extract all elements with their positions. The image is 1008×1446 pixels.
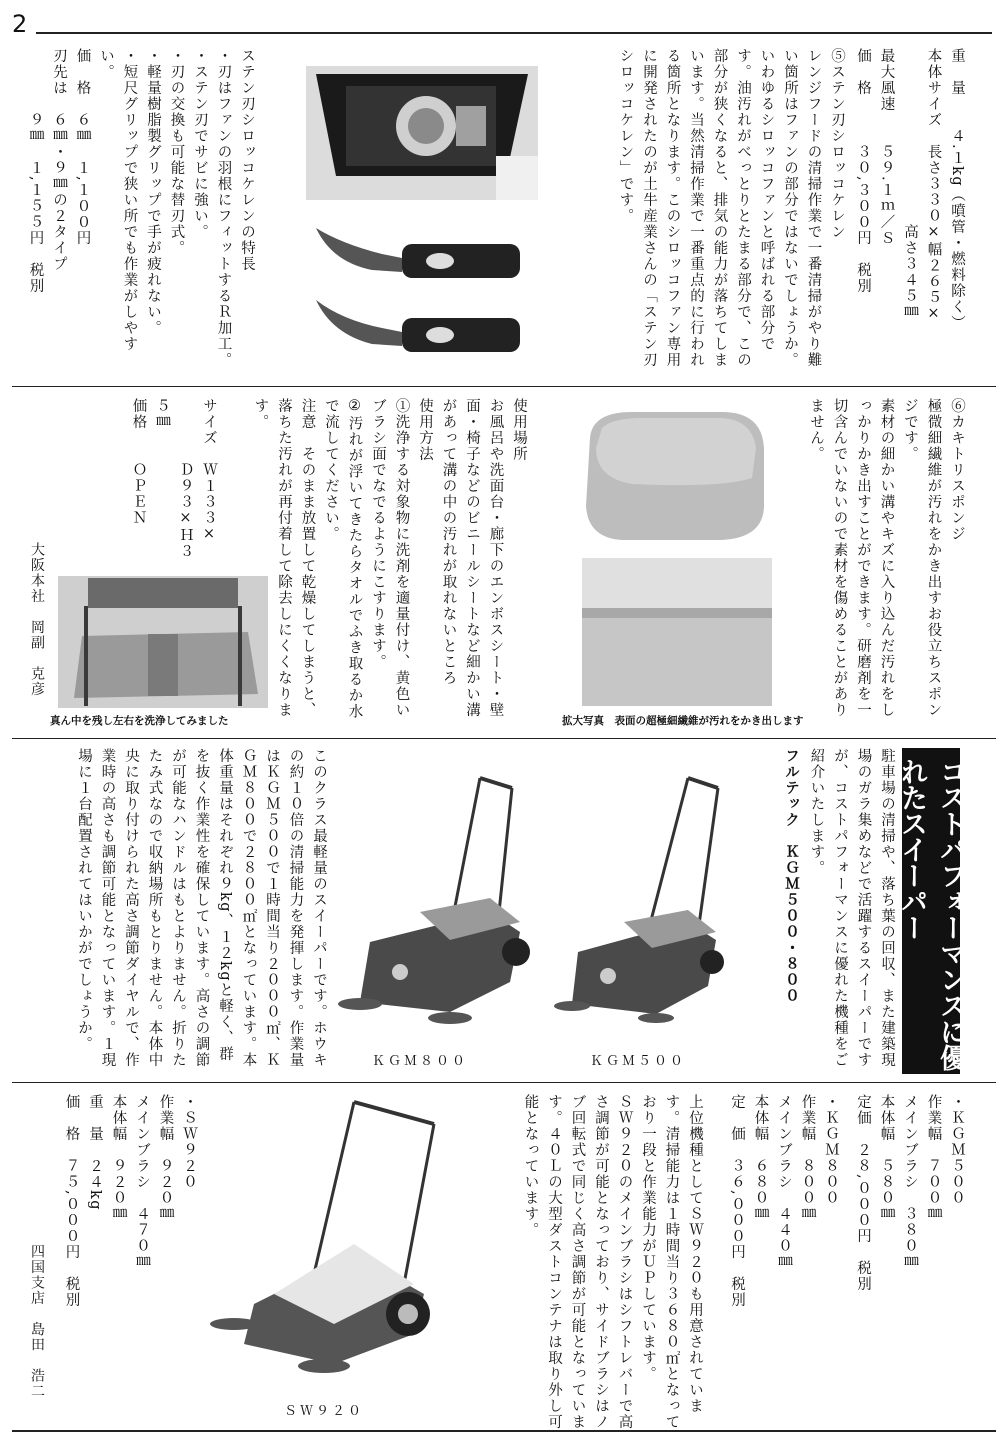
chair-photo	[58, 576, 268, 708]
kgm500-sweeper-image	[548, 772, 728, 1034]
sponge-photo-caption: 拡大写真 表面の超極細繊維が汚れをかき出します	[562, 715, 804, 727]
hood-fan-specs: 重 量 ４.１kg（噴管・燃料除く） 本体サイズ 長さ３３０×幅２６５× 高さ３４５㎜ 最大風速 ５９.１ｍ／Ｓ 価 格 ３０,３００円 税別	[855, 48, 965, 332]
kgm800-label: ＫＧＭ８００	[372, 1054, 469, 1069]
sweeper-product-name: フルテック ＫＧＭ５００・８００	[783, 748, 799, 1004]
top-rule	[36, 32, 992, 34]
kgm500-label: ＫＧＭ５００	[590, 1054, 687, 1069]
sweeper-headline: コストパフォーマンスに優れたスイーパー	[902, 748, 960, 1074]
range-hood-photo	[306, 66, 538, 200]
sw920-label: ＳＷ９２０	[284, 1404, 365, 1419]
kgm500-specs: ・ＫＧＭ５００ 作業幅 ７００㎜ メインブラシ ３８０㎜ 本体幅 ５８０㎜ 定価 ２８,０００円 税別	[855, 1094, 965, 1293]
sponge-specs: サイズ Ｗ１３３× Ｄ９３×Ｈ３５㎜ 価格 ＯＰＥＮ	[130, 398, 217, 560]
kgm800-sweeper-image	[330, 772, 530, 1034]
section-divider-1	[12, 386, 996, 387]
osaka-author: 大阪本社 岡副 克彦	[29, 542, 45, 697]
page-number: 2	[12, 10, 28, 38]
scraper-tool-photo-2	[312, 292, 522, 362]
chair-photo-caption: 真ん中を残し左右を洗浄してみました	[50, 715, 229, 727]
section-divider-3	[12, 1082, 996, 1083]
sweeper-intro: 駐車場の清掃や、落ち葉の回収、また建築現場のガラ集めなどで活躍するスイーパーですが、コストパフォーマンスに優れた機種をご紹介いたします。	[808, 748, 895, 1068]
sw920-sweeper-image	[204, 1094, 450, 1394]
shikoku-author: 四国支店 島田 浩二	[29, 1244, 45, 1399]
sweeper-body-text: このクラス最軽量のスイーパーです。ホウキの約１０倍の清掃能力を発揮します。作業量はＫＧＭ５００で１時間当り２０００㎡、ＫＧＭ８００で２８００㎡となっています。本体重量はそれぞれ９kg、１２kgと軽く、群を抜く作業性を確保しています。高さの調節が可能なハンドルはもとよりません。折りたたみ式なので収納場所もとりません。本体中央に取り付けられた高さ調節ダイヤルで、作業時の高さも調節可能となっています。１現場に１台配置されてはいかがでしょうか。	[76, 748, 327, 1068]
kgm800-specs: ・ＫＧＭ８００ 作業幅 ８００㎜ メインブラシ ４４０㎜ 本体幅 ６８０㎜ 定 価 ３６,０００円 税別	[729, 1094, 839, 1309]
sponge-article: ⑥カキトリスポンジ 極微細繊維が汚れをかき出すお役立ちスポンジです。 素材の細かい溝やキズに入り込んだ汚れをしっかりかき出すことができます。研磨剤を一切含んでいないので素材を傷めることがありません。	[808, 398, 965, 718]
sw920-body-text: 上位機種としてＳＷ９２０も用意されています。清掃能力は１時間当り３６８０㎡となっており一段と作業能力がＵＰしています。 ＳＷ９２０のメインブラシはシフトレバーで高さ調節が可能となっており、サイドブラシはノブ回転式で同じく高さ調節が可能となっています。４０Ｌの大型ダストコンテナは取り外し可能となっています。	[522, 1094, 703, 1430]
section-divider-2	[12, 738, 996, 739]
sponge-closeup-photo	[582, 558, 772, 706]
sponge-usage-text: 使用場所 お風呂や洗面台・廊下のエンボスシート・壁面・椅子などのビニールシートなど細かい溝があって溝の中の汚れが取れないところ 使用方法 ①洗浄する対象物に洗剤を適量付け、黄色いブラシ面でなでるようにこすります。 ②汚れが浮いてきたらタオルでふき取るか水で流してください。 注意 そのまま放置して乾燥してしまうと、落ちた汚れが再付着して除去しにくくなります。	[252, 398, 527, 720]
bottom-rule	[12, 1430, 996, 1432]
sw920-specs: ・ＳＷ９２０ 作業幅 ９２０㎜ メインブラシ ４７０㎜ 本体幅 ９２０㎜ 重 量 ２４kg 価 格 ７５,０００円 税別	[63, 1094, 197, 1309]
scraper-tool-photo-1	[312, 214, 522, 284]
scirocco-scraper-features: ステン刃シロッコケレンの特長 ・刃はファンの羽根にフィットするＲ加工。 ・ステン刃でサビに強い。 ・刃の交換も可能な替刃式。 ・軽量樹脂製グリップで手が疲れない。 ・短尺グリップで狭い所でも作業がしやすい。 価 格 ６㎜ １,１００円 刃先は ６㎜・９㎜の２タイプ ９㎜ １,１５５円 税別	[27, 48, 255, 368]
sponge-photo	[572, 398, 772, 550]
scirocco-scraper-article: ⑤ステン刃シロッコケレン レンジフードの清掃作業で一番清掃がやり難い箇所はファンの部分ではないでしょうか。いわゆるシロッコファンと呼ばれる部分です。油汚れがべっとりとたまる部分で、この部分が狭くなると、排気の能力が落ちてしまいます。当然清掃作業で一番重点的に行われる箇所となります。このシロッコファン専用に開発されたのが土牛産業さんの「ステン刃シロッコケレン」です。	[617, 48, 845, 368]
